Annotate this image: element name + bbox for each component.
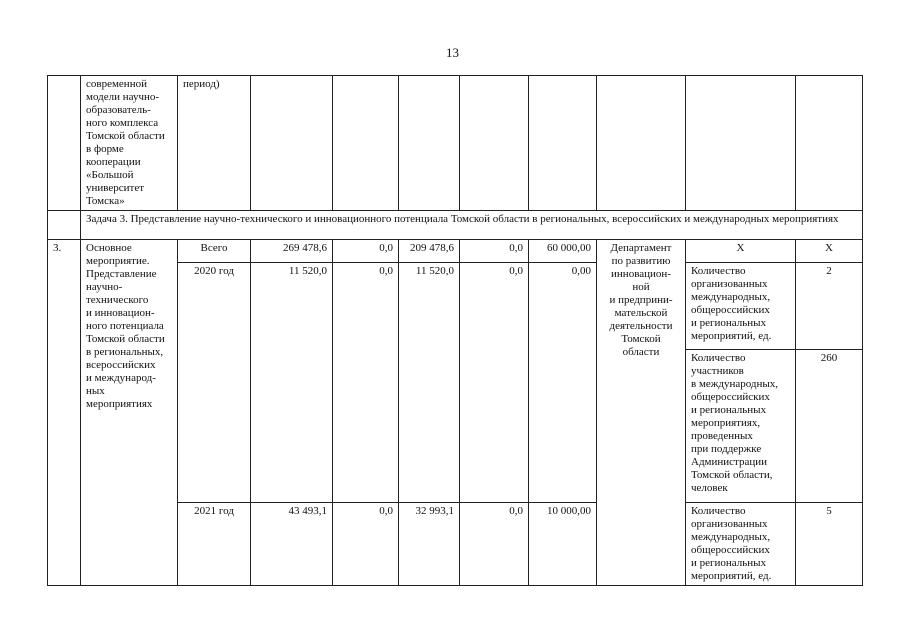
cell-value: 0,0 — [460, 240, 529, 263]
cell-value: 0,0 — [333, 240, 399, 263]
cell-empty — [251, 76, 333, 211]
cell-value: 32 993,1 — [399, 503, 460, 586]
cell-indicator: Количество организованных международных, общероссийских и региональных мероприятий, ед. — [686, 263, 796, 350]
cell-number — [48, 76, 81, 211]
cell-value: 0,0 — [460, 263, 529, 503]
cell-empty — [796, 76, 863, 211]
table-row-total — [48, 240, 863, 263]
table-row-continuation — [48, 76, 863, 211]
cell-empty — [597, 76, 686, 211]
cell-value: 0,0 — [333, 503, 399, 586]
cell-indicator: Х — [686, 240, 796, 263]
cell-activity-name: современной модели научно- образователь- ного комплекса Томской области в форме кооперации «Большой университет Томска» — [81, 76, 178, 211]
cell-empty — [529, 76, 597, 211]
cell-indicator-value: 2 — [796, 263, 863, 350]
cell-indicator: Количество организованных международных, общероссийских и региональных мероприятий, ед. — [686, 503, 796, 586]
cell-indicator-value: Х — [796, 240, 863, 263]
cell-value: 60 000,00 — [529, 240, 597, 263]
cell-value: 10 000,00 — [529, 503, 597, 586]
cell-value: 11 520,0 — [251, 263, 333, 503]
cell-indicator: Количество участников в международных, общероссийских и региональных мероприятиях, проведенных при поддержке Администрации Томской области, человек — [686, 350, 796, 503]
cell-value: 209 478,6 — [399, 240, 460, 263]
program-table — [47, 75, 863, 586]
cell-empty — [333, 76, 399, 211]
cell-value: 0,00 — [529, 263, 597, 503]
cell-indicator-value: 5 — [796, 503, 863, 586]
cell-activity-name: Основное мероприятие. Представление научно- технического и инновацион- ного потенциала Томской области в региональных, всероссийских и международ- ных мероприятиях — [81, 240, 178, 586]
cell-executor: Департамент по развитию инновацион- ной и предприни- мательской деятельности Томской области — [597, 240, 686, 586]
cell-empty — [460, 76, 529, 211]
cell-empty — [399, 76, 460, 211]
cell-value: 43 493,1 — [251, 503, 333, 586]
cell-period: Всего — [178, 240, 251, 263]
cell-period: период) — [178, 76, 251, 211]
table-row-task — [48, 211, 863, 240]
cell-indicator-value: 260 — [796, 350, 863, 503]
cell-value: 0,0 — [460, 503, 529, 586]
cell-value: 269 478,6 — [251, 240, 333, 263]
page-number: 13 — [446, 45, 459, 60]
cell-activity-number: 3. — [48, 240, 81, 586]
cell-empty — [686, 76, 796, 211]
cell-period: 2021 год — [178, 503, 251, 586]
cell-value: 0,0 — [333, 263, 399, 503]
cell-period: 2020 год — [178, 263, 251, 503]
task-heading: Задача 3. Представление научно-технического и инновационного потенциала Томской области в региональных, всероссийских и международных мероприятиях — [81, 211, 863, 240]
cell-number — [48, 211, 81, 240]
cell-value: 11 520,0 — [399, 263, 460, 503]
